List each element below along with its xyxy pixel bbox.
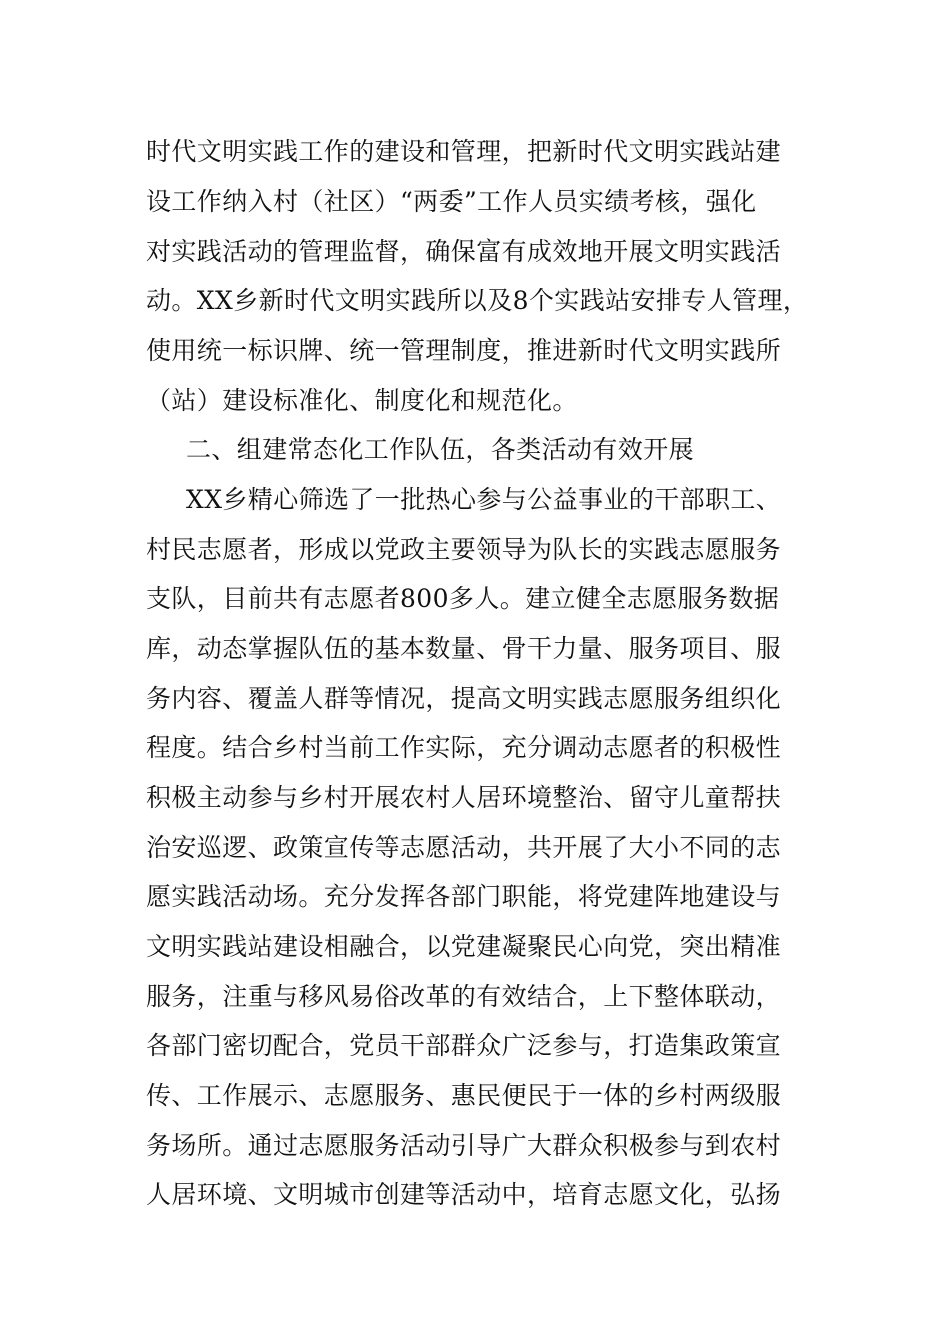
text-line: 各部门密切配合，党员干部群众广泛参与，打造集政策宣: [146, 1031, 782, 1060]
text-line: 时代文明实践工作的建设和管理，把新时代文明实践站建: [146, 137, 782, 166]
text-line: 文明实践站建设相融合，以党建凝聚民心向党，突出精准: [146, 932, 782, 961]
text-line: 设工作纳入村（社区）“两委”工作人员实绩考核，强化: [146, 187, 757, 216]
paragraph-first-line: XX乡精心筛选了一批热心参与公益事业的干部职工、: [186, 485, 782, 514]
text-line: （站）建设标准化、制度化和规范化。: [146, 386, 578, 415]
text-line: 人居环境、文明城市创建等活动中，培育志愿文化，弘扬: [146, 1180, 782, 1209]
text-line: 动。XX乡新时代文明实践所以及8个实践站安排专人管理，: [146, 286, 809, 315]
text-line: 务场所。通过志愿服务活动引导广大群众积极参与到农村: [146, 1131, 782, 1160]
text-line: 传、工作展示、志愿服务、惠民便民于一体的乡村两级服: [146, 1081, 782, 1110]
text-line: 务内容、覆盖人群等情况，提高文明实践志愿服务组织化: [146, 684, 782, 713]
text-line: 积极主动参与乡村开展农村人居环境整治、留守儿童帮扶: [146, 783, 782, 812]
text-line: 库，动态掌握队伍的基本数量、骨干力量、服务项目、服: [146, 634, 782, 663]
text-line: 愿实践活动场。充分发挥各部门职能，将党建阵地建设与: [146, 882, 782, 911]
text-line: 对实践活动的管理监督，确保富有成效地开展文明实践活: [146, 237, 782, 266]
text-line: 治安巡逻、政策宣传等志愿活动，共开展了大小不同的志: [146, 833, 782, 862]
text-line: 支队，目前共有志愿者800多人。建立健全志愿服务数据: [146, 584, 780, 613]
text-line: 程度。结合乡村当前工作实际，充分调动志愿者的积极性: [146, 733, 782, 762]
section-heading: 二、组建常态化工作队伍，各类活动有效开展: [186, 435, 695, 464]
text-line: 服务，注重与移风易俗改革的有效结合，上下整体联动，: [146, 982, 782, 1011]
text-line: 使用统一标识牌、统一管理制度，推进新时代文明实践所: [146, 336, 782, 365]
text-line: 村民志愿者，形成以党政主要领导为队长的实践志愿服务: [146, 535, 782, 564]
